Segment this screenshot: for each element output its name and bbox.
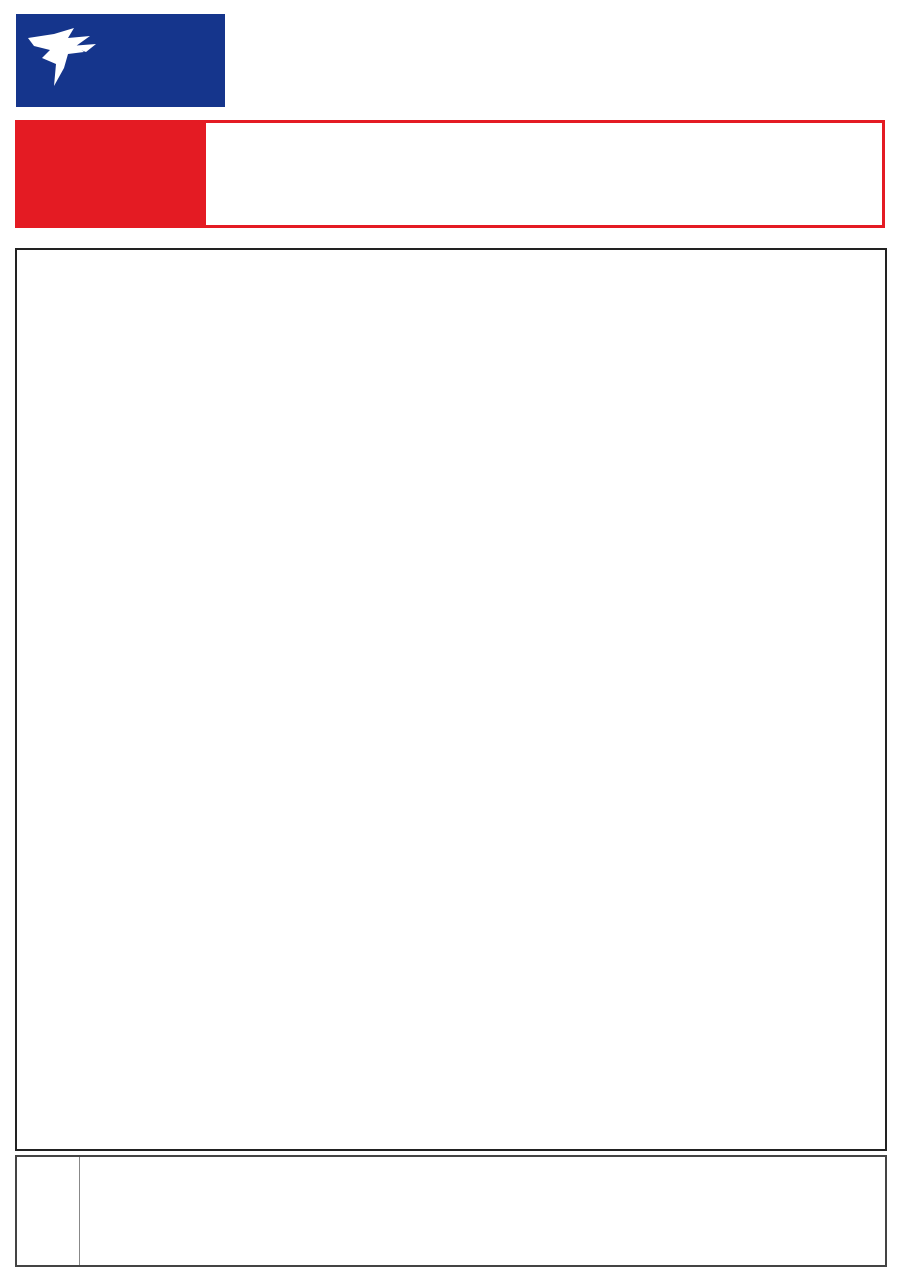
check-point-box [15, 120, 885, 228]
notes-box [15, 1155, 887, 1267]
page-title [236, 0, 896, 118]
table-border [15, 248, 887, 1151]
miat-logo [16, 14, 225, 107]
bird-icon [24, 24, 102, 90]
notes-label [17, 1157, 80, 1265]
check-point-badge [18, 123, 206, 225]
